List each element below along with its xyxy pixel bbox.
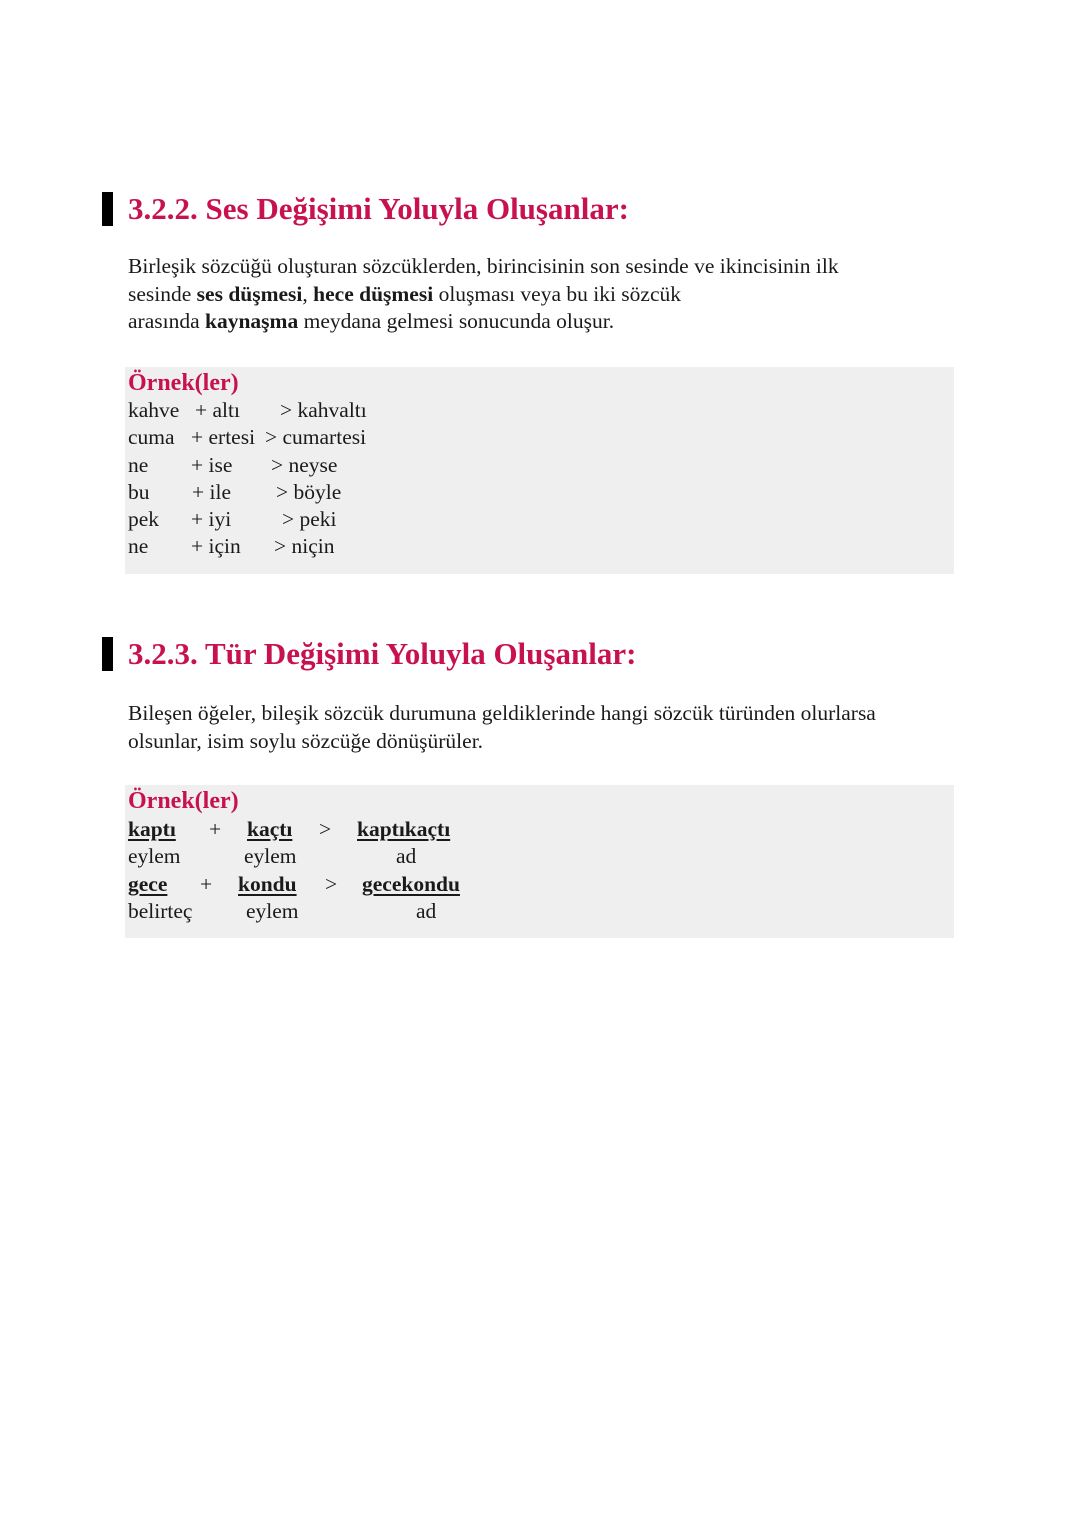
example-cell: kahve	[128, 398, 180, 422]
example-row	[125, 424, 954, 451]
example-row	[125, 843, 954, 870]
example-cell: gecekondu	[362, 872, 460, 896]
example-box	[125, 367, 954, 574]
section-heading: 3.2.2. Ses Değişimi Yoluyla Oluşanlar:	[128, 191, 629, 226]
example-cell: + ertesi	[191, 425, 256, 449]
example-cell: >	[325, 872, 338, 896]
example-cell: > cumartesi	[265, 425, 367, 449]
example-row	[125, 479, 954, 506]
example-cell: > peki	[282, 507, 337, 531]
example-row	[125, 452, 954, 479]
para-line: Bileşen öğeler, bileşik sözcük durumuna geldiklerinde hangi sözcük türünden olurlarsa	[128, 701, 876, 725]
example-cell: + için	[191, 534, 241, 558]
para-line: sesinde ses düşmesi, hece düşmesi oluşması veya bu iki sözcük	[128, 281, 682, 306]
example-cell: ne	[128, 453, 149, 477]
example-cell: kaptı	[128, 817, 176, 841]
section-paragraph	[128, 700, 968, 755]
example-cell: +	[200, 872, 213, 896]
example-cell: bu	[128, 480, 150, 504]
para-line: olsunlar, isim soylu sözcüğe dönüşürüler.	[128, 728, 484, 753]
example-cell: > böyle	[276, 480, 342, 504]
example-box	[125, 785, 954, 938]
heading-marker	[102, 192, 113, 226]
example-cell: eylem	[244, 844, 297, 868]
example-cell: kaçtı	[247, 817, 293, 841]
example-cell: ad	[416, 899, 437, 923]
example-cell: eylem	[128, 844, 181, 868]
example-row	[125, 533, 954, 560]
example-cell: + ile	[192, 480, 231, 504]
example-cell: kaptıkaçtı	[357, 817, 451, 841]
example-row	[125, 397, 954, 424]
example-cell: ad	[396, 844, 417, 868]
example-row	[125, 816, 954, 843]
example-title: Örnek(ler)	[128, 788, 239, 814]
section-heading: 3.2.3. Tür Değişimi Yoluyla Oluşanlar:	[128, 636, 637, 671]
example-cell: + ise	[191, 453, 233, 477]
example-cell: gece	[128, 872, 168, 896]
example-cell: ne	[128, 534, 149, 558]
example-row	[125, 506, 954, 533]
example-row	[125, 898, 954, 925]
para-line: arasında kaynaşma meydana gelmesi sonucunda oluşur.	[128, 309, 615, 333]
example-row	[125, 871, 954, 898]
example-cell: +	[209, 817, 222, 841]
example-cell: > neyse	[271, 453, 338, 477]
example-cell: pek	[128, 507, 160, 531]
example-cell: >	[319, 817, 332, 841]
example-title: Örnek(ler)	[128, 370, 239, 396]
example-cell: + iyi	[191, 507, 232, 531]
para-line: Birleşik sözcüğü oluşturan sözcüklerden, birincisinin son sesinde ve ikincisinin ilk	[128, 254, 839, 278]
example-cell: > kahvaltı	[280, 398, 367, 422]
example-cell: kondu	[238, 872, 297, 896]
example-cell: > niçin	[274, 534, 335, 558]
example-cell: + altı	[195, 398, 240, 422]
example-cell: belirteç	[128, 899, 193, 923]
example-cell: cuma	[128, 425, 175, 449]
heading-marker	[102, 637, 113, 671]
section-paragraph	[128, 253, 968, 336]
example-cell: eylem	[246, 899, 299, 923]
